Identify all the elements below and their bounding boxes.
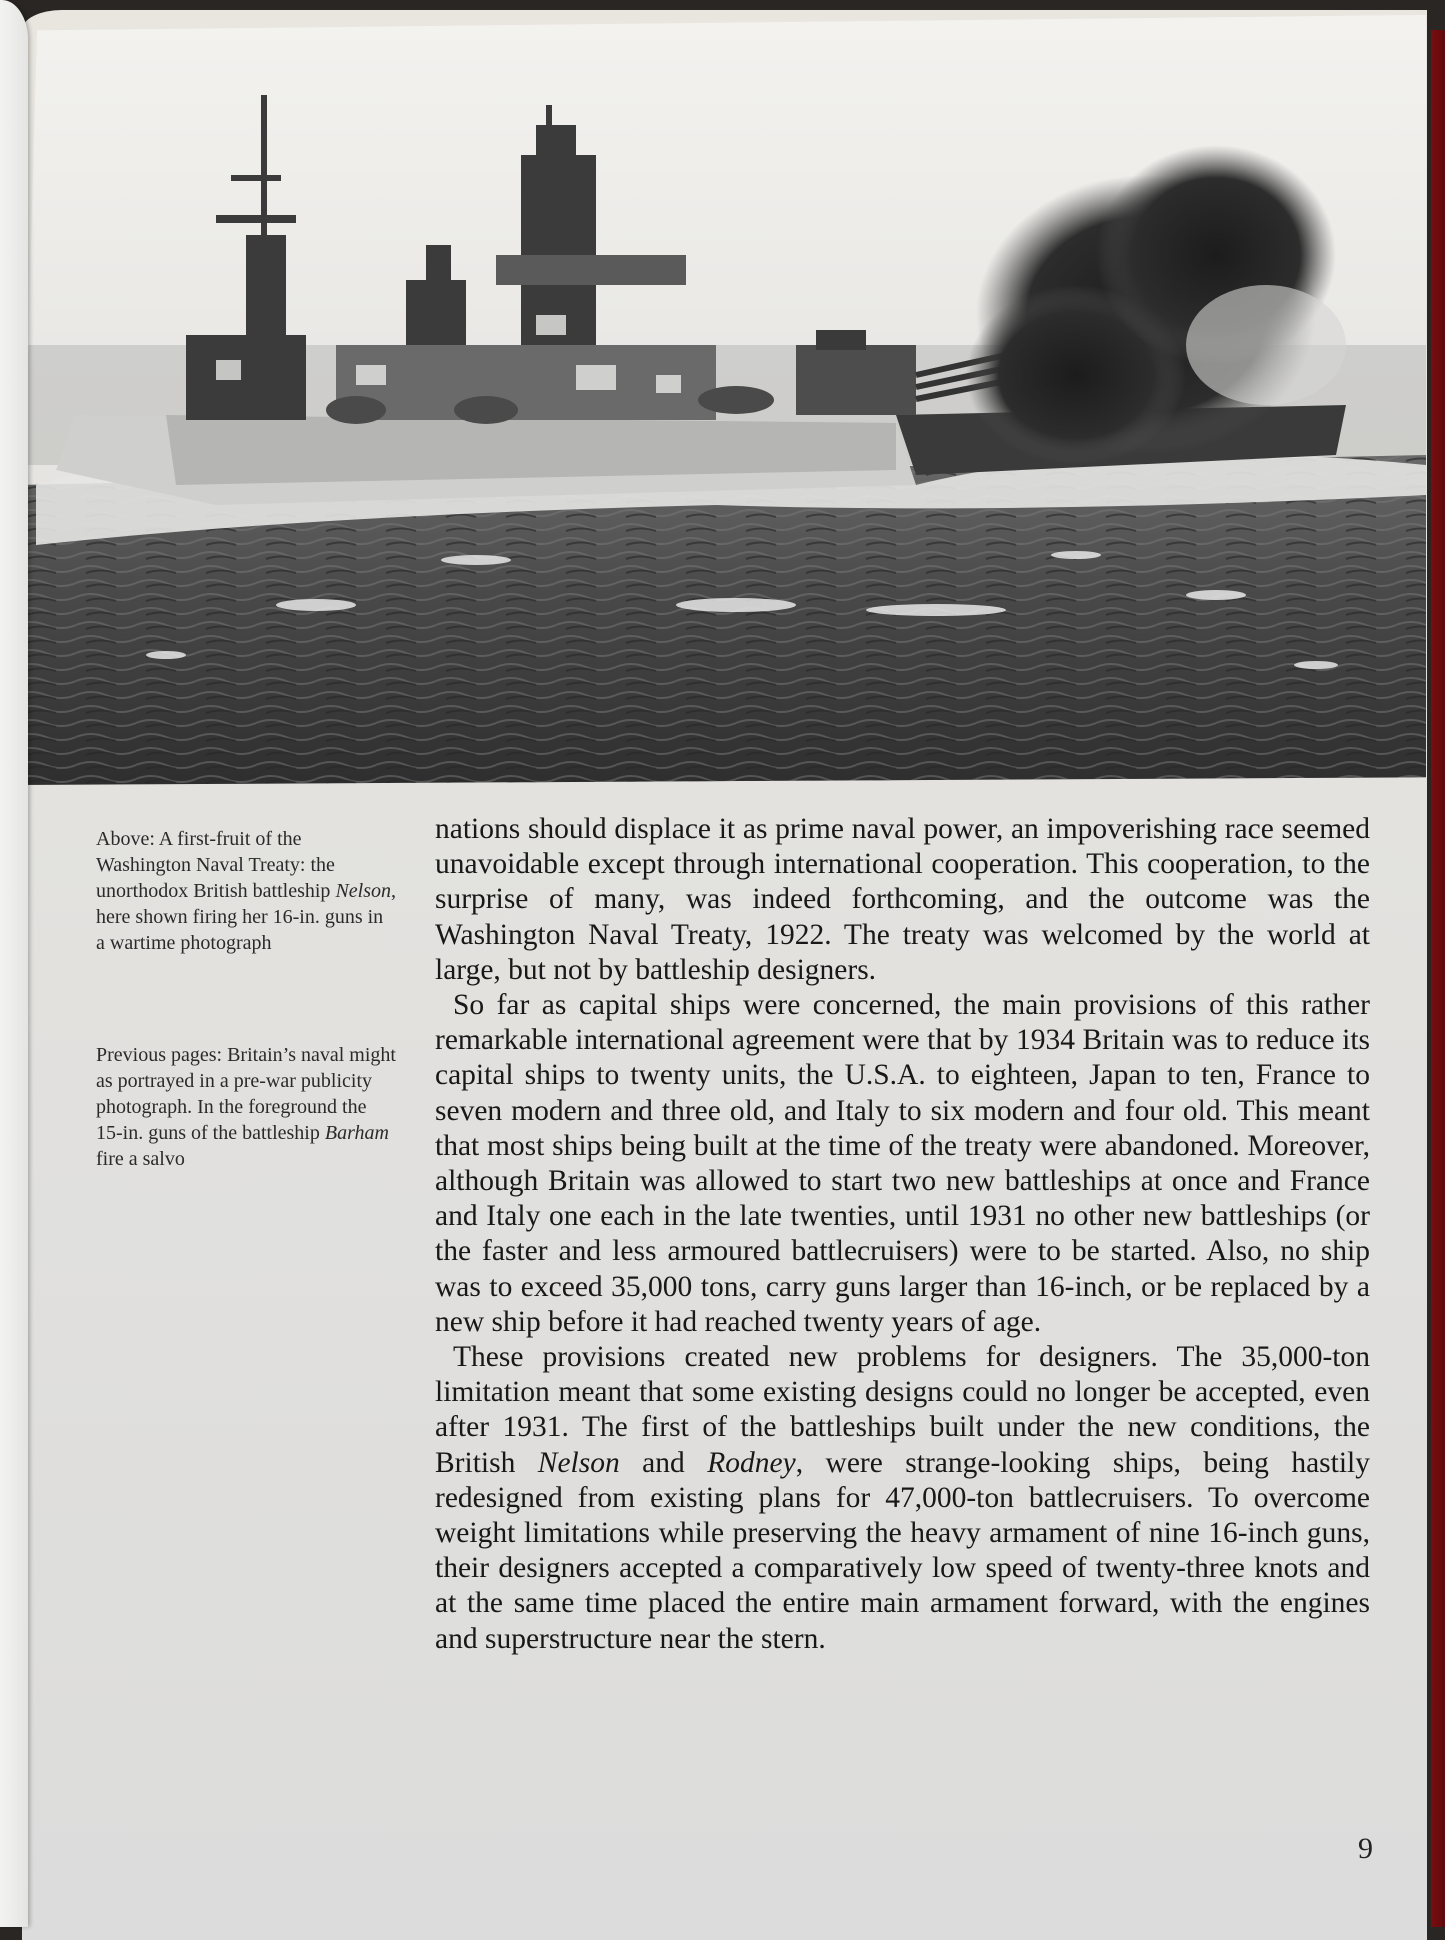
page-number: 9 — [1358, 1832, 1373, 1865]
paragraph-text: , were strange-looking ships, being hastily redesigned from existing plans for 47,000-ton battlecruisers. To overcome weight limitations while preserving the heavy armament of nine 16-inch guns, their designers accepted a comparatively low speed of twenty-three knots and at the same time placed the entire main armament forward, with the engines and superstructure near the stern. — [435, 1446, 1370, 1655]
paragraph-text: and — [619, 1446, 708, 1479]
body-text — [435, 812, 1370, 1657]
caption-text: fire a salvo — [96, 1148, 185, 1170]
caption-ship-name: Barham — [324, 1122, 389, 1144]
previous-page-edge — [0, 0, 28, 1927]
paragraph-text: These provisions created new problems for designers. The 35,000-ton limitation meant that some existing designs could no longer be accepted, even after 1931. The first of the battleships built under the new conditions, the British — [435, 1341, 1370, 1479]
caption-text: Previous pages: Britain’s naval might as portrayed in a pre-war publicity photograph. In the foreground the 15-in. guns of the battleship — [96, 1044, 396, 1144]
ship-name: Nelson — [537, 1446, 620, 1479]
battleship-photograph — [16, 15, 1426, 785]
caption-text: Above: A first-fruit of the Washington Naval Treaty: the unorthodox British battleship — [96, 828, 336, 902]
book-cover-edge — [1431, 30, 1445, 1927]
paragraph-text: So far as capital ships were concerned, the main provisions of this rather remarkable international agreement were that by 1934 Britain was to reduce its capital ships to twenty units, the U.S.A. to eighteen, Japan to ten, France to seven modern and three old, and Italy to six modern and four old. This meant that most ships being built at the time of the treaty were abandoned. Moreover, although Britain was allowed to start two new battleships at once and France and Italy one each in the late twenties, until 1931 no other new battleships (or the faster and less armoured battlecruisers) were to be started. Also, no ship was to exceed 35,000 tons, carry guns larger than 16-inch, or be replaced by a new ship before it had reached twenty years of age. — [435, 989, 1370, 1338]
paragraph — [435, 1340, 1370, 1657]
paragraph — [435, 812, 1370, 988]
caption-ship-name: Nelson — [335, 880, 391, 902]
photo-illustration — [16, 15, 1426, 785]
paragraph — [435, 988, 1370, 1340]
ship-name: Rodney — [707, 1446, 796, 1479]
caption-previous-pages — [96, 1042, 396, 1172]
caption-text: , here shown firing her 16-in. guns in a wartime photograph — [96, 880, 396, 954]
paragraph-text: nations should displace it as prime naval power, an impoverishing race seemed unavoidable except through international cooperation. This cooperation, to the surprise of many, was indeed forthcoming, and the outcome was the Washington Naval Treaty, 1922. The treaty was welcomed by the world at large, but not by battleship designers. — [435, 813, 1370, 986]
caption-above — [96, 826, 396, 956]
